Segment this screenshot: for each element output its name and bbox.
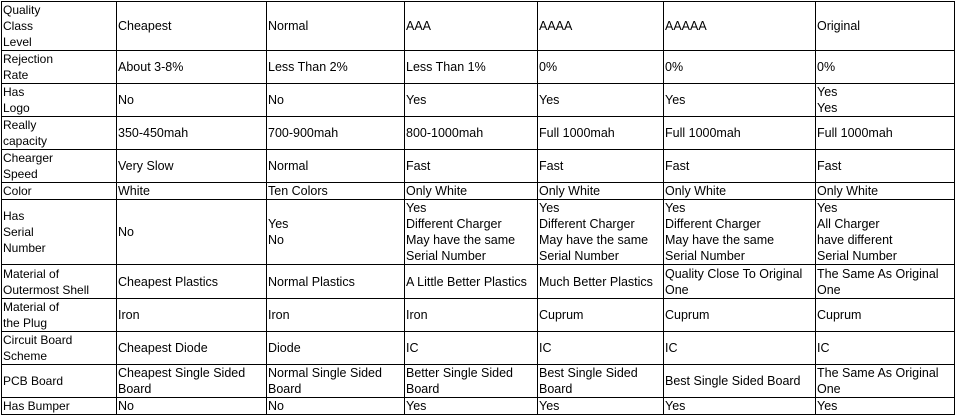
row-header-quality-class-level: Quality Class Level [2,2,117,51]
table-cell-really-capacity-normal: 700-900mah [267,117,405,150]
row-header-has-logo: Has Logo [2,84,117,117]
table-cell-color-aaa: Only White [405,183,538,200]
table-cell-circuit-board-scheme-normal: Diode [267,332,405,365]
table-cell-color-original: Only White [816,183,955,200]
table-cell-has-serial-number-aaa: Yes Different Charger May have the same Serial Number [405,200,538,265]
table-row-material-outermost-shell [2,265,955,299]
table-cell-rejection-rate-aaa: Less Than 1% [405,51,538,84]
table-cell-has-serial-number-original: Yes All Charger have different Serial Number [816,200,955,265]
table-cell-charger-speed-aaa: Fast [405,150,538,183]
table-cell-has-logo-normal: No [267,84,405,117]
table-cell-material-outermost-shell-original: The Same As Original One [816,265,955,299]
table-row-pcb-board [2,365,955,398]
table-cell-pcb-board-aaa: Better Single Sided Board [405,365,538,398]
table-cell-has-logo-original: Yes Yes [816,84,955,117]
row-header-material-plug: Material of the Plug [2,299,117,332]
table-cell-material-plug-aaaaa: Cuprum [664,299,816,332]
table-cell-color-aaaa: Only White [538,183,664,200]
table-cell-quality-class-level-normal: Normal [267,2,405,51]
table-cell-charger-speed-cheapest: Very Slow [117,150,267,183]
table-cell-really-capacity-aaa: 800-1000mah [405,117,538,150]
table-cell-material-plug-normal: Iron [267,299,405,332]
table-cell-has-bumper-original: Yes [816,398,955,415]
table-cell-has-logo-aaaaa: Yes [664,84,816,117]
table-row-color [2,183,955,200]
table-cell-rejection-rate-original: 0% [816,51,955,84]
table-cell-circuit-board-scheme-cheapest: Cheapest Diode [117,332,267,365]
row-header-circuit-board-scheme: Circuit Board Scheme [2,332,117,365]
table-cell-material-plug-cheapest: Iron [117,299,267,332]
table-cell-rejection-rate-normal: Less Than 2% [267,51,405,84]
table-cell-material-outermost-shell-normal: Normal Plastics [267,265,405,299]
row-header-charger-speed: Chearger Speed [2,150,117,183]
table-cell-circuit-board-scheme-aaaa: IC [538,332,664,365]
table-cell-charger-speed-aaaa: Fast [538,150,664,183]
table-cell-has-logo-cheapest: No [117,84,267,117]
table-cell-really-capacity-aaaa: Full 1000mah [538,117,664,150]
table-cell-charger-speed-aaaaa: Fast [664,150,816,183]
table-cell-has-bumper-aaaa: Yes [538,398,664,415]
table-cell-material-outermost-shell-cheapest: Cheapest Plastics [117,265,267,299]
table-cell-has-serial-number-cheapest: No [117,200,267,265]
table-cell-has-bumper-cheapest: No [117,398,267,415]
table-cell-color-normal: Ten Colors [267,183,405,200]
table-cell-rejection-rate-aaaaa: 0% [664,51,816,84]
table-cell-circuit-board-scheme-aaa: IC [405,332,538,365]
table-cell-material-plug-aaa: Iron [405,299,538,332]
table-cell-pcb-board-cheapest: Cheapest Single Sided Board [117,365,267,398]
table-row-has-logo [2,84,955,117]
table-cell-has-bumper-aaa: Yes [405,398,538,415]
table-row-has-serial-number [2,200,955,265]
table-cell-rejection-rate-aaaa: 0% [538,51,664,84]
table-cell-has-serial-number-normal: Yes No [267,200,405,265]
table-row-charger-speed [2,150,955,183]
table-cell-rejection-rate-cheapest: About 3-8% [117,51,267,84]
table-cell-material-outermost-shell-aaa: A Little Better Plastics [405,265,538,299]
table-cell-pcb-board-original: The Same As Original One [816,365,955,398]
table-row-circuit-board-scheme [2,332,955,365]
table-row-rejection-rate [2,51,955,84]
table-cell-has-logo-aaaa: Yes [538,84,664,117]
table-cell-has-serial-number-aaaa: Yes Different Charger May have the same Serial Number [538,200,664,265]
table-cell-has-bumper-aaaaa: Yes [664,398,816,415]
table-cell-color-aaaaa: Only White [664,183,816,200]
table-cell-color-cheapest: White [117,183,267,200]
table-cell-has-serial-number-aaaaa: Yes Different Charger May have the same Serial Number [664,200,816,265]
table-cell-really-capacity-original: Full 1000mah [816,117,955,150]
table-row-really-capacity [2,117,955,150]
table-cell-charger-speed-original: Fast [816,150,955,183]
table-cell-material-outermost-shell-aaaa: Much Better Plastics [538,265,664,299]
table-cell-really-capacity-aaaaa: Full 1000mah [664,117,816,150]
table-cell-material-plug-aaaa: Cuprum [538,299,664,332]
table-cell-circuit-board-scheme-original: IC [816,332,955,365]
table-cell-material-outermost-shell-aaaaa: Quality Close To Original One [664,265,816,299]
table-cell-quality-class-level-cheapest: Cheapest [117,2,267,51]
row-header-really-capacity: Really capacity [2,117,117,150]
table-cell-pcb-board-normal: Normal Single Sided Board [267,365,405,398]
table-row-quality-class-level [2,2,955,51]
table-cell-has-bumper-normal: No [267,398,405,415]
table-row-material-plug [2,299,955,332]
row-header-has-serial-number: Has Serial Number [2,200,117,265]
row-header-has-bumper: Has Bumper [2,398,117,415]
row-header-pcb-board: PCB Board [2,365,117,398]
table-cell-quality-class-level-original: Original [816,2,955,51]
comparison-table [1,1,955,415]
row-header-material-outermost-shell: Material of Outermost Shell [2,265,117,299]
row-header-color: Color [2,183,117,200]
table-cell-really-capacity-cheapest: 350-450mah [117,117,267,150]
table-cell-circuit-board-scheme-aaaaa: IC [664,332,816,365]
table-row-has-bumper [2,398,955,415]
table-cell-has-logo-aaa: Yes [405,84,538,117]
table-cell-material-plug-original: Cuprum [816,299,955,332]
table-cell-pcb-board-aaaaa: Best Single Sided Board [664,365,816,398]
table-cell-quality-class-level-aaaa: AAAA [538,2,664,51]
row-header-rejection-rate: Rejection Rate [2,51,117,84]
table-cell-charger-speed-normal: Normal [267,150,405,183]
table-cell-pcb-board-aaaa: Best Single Sided Board [538,365,664,398]
table-cell-quality-class-level-aaa: AAA [405,2,538,51]
table-cell-quality-class-level-aaaaa: AAAAA [664,2,816,51]
